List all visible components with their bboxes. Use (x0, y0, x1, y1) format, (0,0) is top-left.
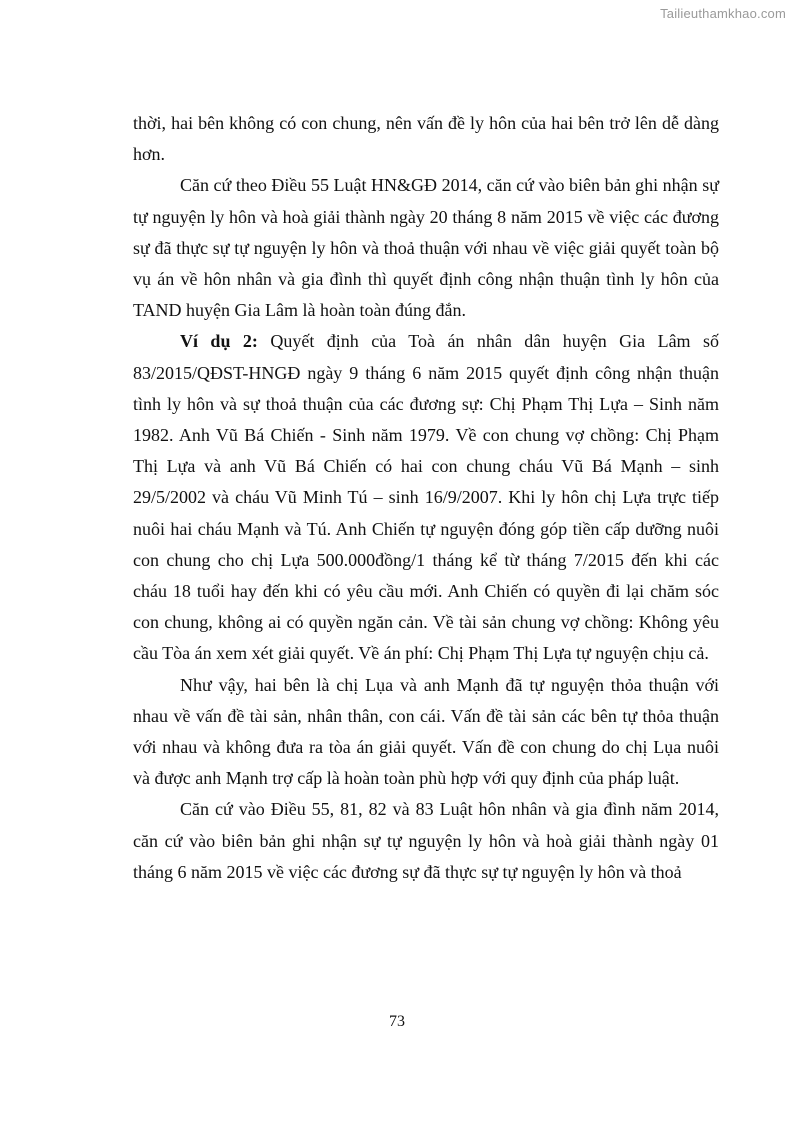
paragraph-continuation: thời, hai bên không có con chung, nên vấn đề ly hôn của hai bên trở lên dễ dàng hơn. (133, 113, 719, 165)
watermark-text: Tailieuthamkhao.com (660, 6, 786, 21)
paragraph-conclusion: Căn cứ vào Điều 55, 81, 82 và 83 Luật hôn nhân và gia đình năm 2014, căn cứ vào biên bản ghi nhận sự tự nguyện ly hôn và hoà giải thành ngày 01 tháng 6 năm 2015 về việc các đương sự đã thực sự tự nguyện ly hôn và thoả (133, 799, 719, 882)
example-body: Quyết định của Toà án nhân dân huyện Gia Lâm số 83/2015/QĐST-HNGĐ ngày 9 tháng 6 năm 2015 quyết định công nhận thuận tình ly hôn và sự thoả thuận của các đương sự: Chị Phạm Thị Lựa – Sinh năm 1982. Anh Vũ Bá Chiến - Sinh năm 1979. Về con chung vợ chồng: Chị Phạm Thị Lựa và anh Vũ Bá Chiến có hai con chung cháu Vũ Bá Mạnh – sinh 29/5/2002 và cháu Vũ Minh Tú – sinh 16/9/2007. Khi ly hôn chị Lựa trực tiếp nuôi hai cháu Mạnh và Tú. Anh Chiến tự nguyện đóng góp tiền cấp dưỡng nuôi con chung cho chị Lựa 500.000đồng/1 tháng kể từ tháng 7/2015 đến khi các cháu 18 tuổi hay đến khi có yêu cầu mới. Anh Chiến có quyền đi lại chăm sóc con chung, không ai có quyền ngăn cản. Về tài sản chung vợ chồng: Không yêu cầu Tòa án xem xét giải quyết. Về án phí: Chị Phạm Thị Lựa tự nguyện chịu cả. (133, 331, 719, 664)
paragraph-legal-basis: Căn cứ theo Điều 55 Luật HN&GĐ 2014, căn cứ vào biên bản ghi nhận sự tự nguyện ly hôn và hoà giải thành ngày 20 tháng 8 năm 2015 về việc các đương sự đã thực sự tự nguyện ly hôn và thoả thuận với nhau về việc giải quyết toàn bộ vụ án về hôn nhân và gia đình thì quyết định công nhận thuận tình ly hôn của TAND huyện Gia Lâm là hoàn toàn đúng đắn. (133, 175, 719, 321)
example-heading: Ví dụ 2: (180, 331, 258, 352)
page-number: 73 (389, 1013, 405, 1030)
paragraph-example-2 (133, 326, 719, 669)
paragraph-analysis: Như vậy, hai bên là chị Lụa và anh Mạnh đã tự nguyện thỏa thuận với nhau về vấn đề tài sản, nhân thân, con cái. Vấn đề tài sản các bên tự thỏa thuận với nhau và không đưa ra tòa án giải quyết. Vấn đề con chung do chị Lụa nuôi và được anh Mạnh trợ cấp là hoàn toàn phù hợp với quy định của pháp luật. (133, 674, 719, 789)
document-body (133, 108, 719, 888)
